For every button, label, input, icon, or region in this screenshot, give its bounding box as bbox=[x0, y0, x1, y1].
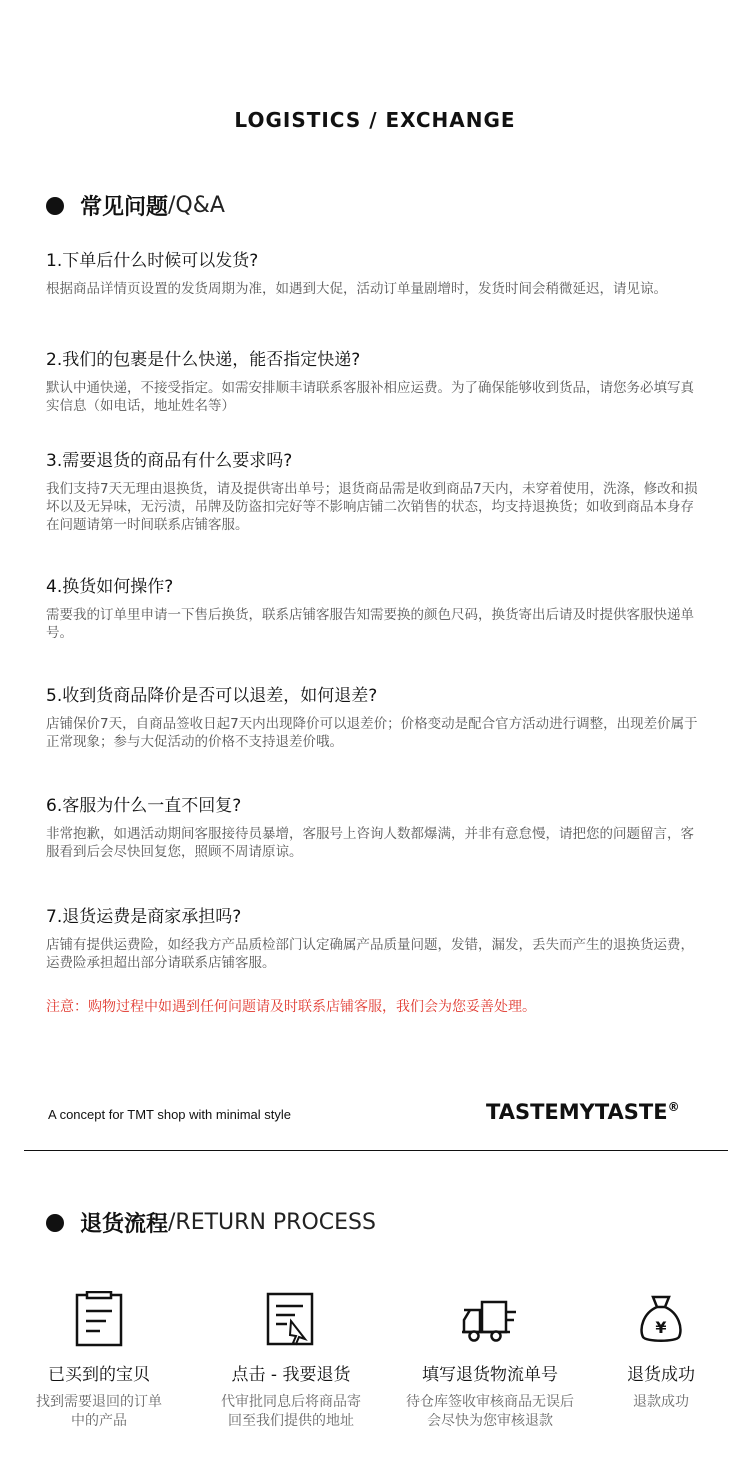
return-section-heading bbox=[46, 1207, 376, 1238]
notice-text: 注意：购物过程中如遇到任何问题请及时联系店铺客服，我们会为您妥善处理。 bbox=[46, 999, 536, 1015]
qa-answer: 默认中通快递，不接受指定。如需安排顺丰请联系客服补相应运费。为了确保能够收到货品，请您务必填写真实信息（如电话，地址姓名等） bbox=[46, 380, 694, 414]
qa-section-heading bbox=[46, 190, 225, 221]
step-desc bbox=[405, 1393, 575, 1431]
step-desc-line: 代审批同息后将商品寄 bbox=[221, 1394, 361, 1410]
qa-title-en: /Q&A bbox=[168, 193, 225, 218]
qa-question: 5.收到货商品降价是否可以退差，如何退差? bbox=[46, 686, 378, 706]
step-desc-line: 中的产品 bbox=[71, 1413, 127, 1429]
bullet-dot bbox=[46, 1214, 64, 1232]
qa-question: 7.退货运费是商家承担吗? bbox=[46, 907, 242, 927]
qa-question: 2.我们的包裹是什么快递，能否指定快递? bbox=[46, 350, 361, 370]
qa-item bbox=[46, 685, 706, 751]
qa-answer: 我们支持7天无理由退换货，请及提供寄出单号；退货商品需是收到商品7天内，未穿着使用，洗涤，修改和损坏以及无异味，无污渍，吊牌及防盗扣完好等不影响店铺二次销售的状态，均支持退换货；如收到商品本身存在问题请第一时间联系店铺客服。 bbox=[46, 481, 698, 533]
money-bag-icon bbox=[576, 1290, 746, 1348]
qa-item bbox=[46, 795, 706, 861]
step-name: 填写退货物流单号 bbox=[422, 1365, 558, 1385]
qa-answer: 店铺保价7天，自商品签收日起7天内出现降价可以退差价；价格变动是配合官方活动进行调整，出现差价属于正常现象；参与大促活动的价格不支持退差价哦。 bbox=[46, 716, 698, 750]
step-desc-line: 退款成功 bbox=[633, 1394, 689, 1410]
return-title-en: /RETURN PROCESS bbox=[168, 1210, 376, 1235]
qa-item bbox=[46, 250, 706, 298]
brand-name: TASTEMYTASTE bbox=[486, 1100, 668, 1124]
step-desc bbox=[576, 1393, 746, 1412]
qa-item bbox=[46, 349, 706, 415]
return-title-zh: 退货流程 bbox=[80, 1212, 169, 1237]
qa-title-zh: 常见问题 bbox=[80, 195, 169, 220]
qa-item bbox=[46, 576, 706, 642]
page-title: LOGISTICS / EXCHANGE bbox=[234, 108, 516, 132]
qa-question: 3.需要退货的商品有什么要求吗? bbox=[46, 451, 293, 471]
section-divider bbox=[24, 1150, 728, 1151]
qa-answer: 需要我的订单里申请一下售后换货，联系店铺客服告知需要换的颜色尺码，换货寄出后请及时提供客服快递单号。 bbox=[46, 607, 694, 641]
qa-answer: 店铺有提供运费险，如经我方产品质检部门认定确属产品质量问题，发错，漏发，丢失而产生的退换货运费，运费险承担超出部分请联系店铺客服。 bbox=[46, 937, 694, 971]
document-list-icon bbox=[14, 1290, 184, 1348]
step-name: 退货成功 bbox=[627, 1365, 695, 1385]
return-step bbox=[206, 1290, 376, 1431]
qa-item bbox=[46, 906, 706, 972]
concept-tagline: A concept for TMT shop with minimal style bbox=[48, 1107, 292, 1122]
step-name: 点击 - 我要退货 bbox=[231, 1365, 351, 1385]
qa-question: 6.客服为什么一直不回复? bbox=[46, 796, 242, 816]
step-desc-line: 会尽快为您审核退款 bbox=[427, 1413, 553, 1429]
qa-question: 1.下单后什么时候可以发货? bbox=[46, 251, 259, 271]
qa-answer: 根据商品详情页设置的发货周期为准，如遇到大促，活动订单量剧增时，发货时间会稍微延迟，请见谅。 bbox=[46, 281, 667, 297]
qa-question: 4.换货如何操作? bbox=[46, 577, 174, 597]
step-desc-line: 找到需要退回的订单 bbox=[36, 1394, 162, 1410]
return-step bbox=[405, 1290, 575, 1431]
bullet-dot bbox=[46, 197, 64, 215]
step-desc bbox=[14, 1393, 184, 1431]
step-desc bbox=[206, 1393, 376, 1431]
qa-item bbox=[46, 450, 706, 534]
return-step bbox=[576, 1290, 746, 1412]
step-name: 已买到的宝贝 bbox=[48, 1365, 150, 1385]
delivery-truck-icon bbox=[405, 1290, 575, 1348]
registered-mark: ® bbox=[667, 1100, 680, 1114]
document-click-icon bbox=[206, 1290, 376, 1348]
return-step bbox=[14, 1290, 184, 1431]
step-desc-line: 待仓库签收审核商品无误后 bbox=[406, 1394, 574, 1410]
qa-answer: 非常抱歉，如遇活动期间客服接待员暴增，客服号上咨询人数都爆满，并非有意怠慢，请把您的问题留言，客服看到后会尽快回复您，照顾不周请原谅。 bbox=[46, 826, 694, 860]
svg-text:¥: ¥ bbox=[655, 1318, 667, 1337]
brand-logo bbox=[486, 1100, 680, 1124]
step-desc-line: 回至我们提供的地址 bbox=[228, 1413, 354, 1429]
